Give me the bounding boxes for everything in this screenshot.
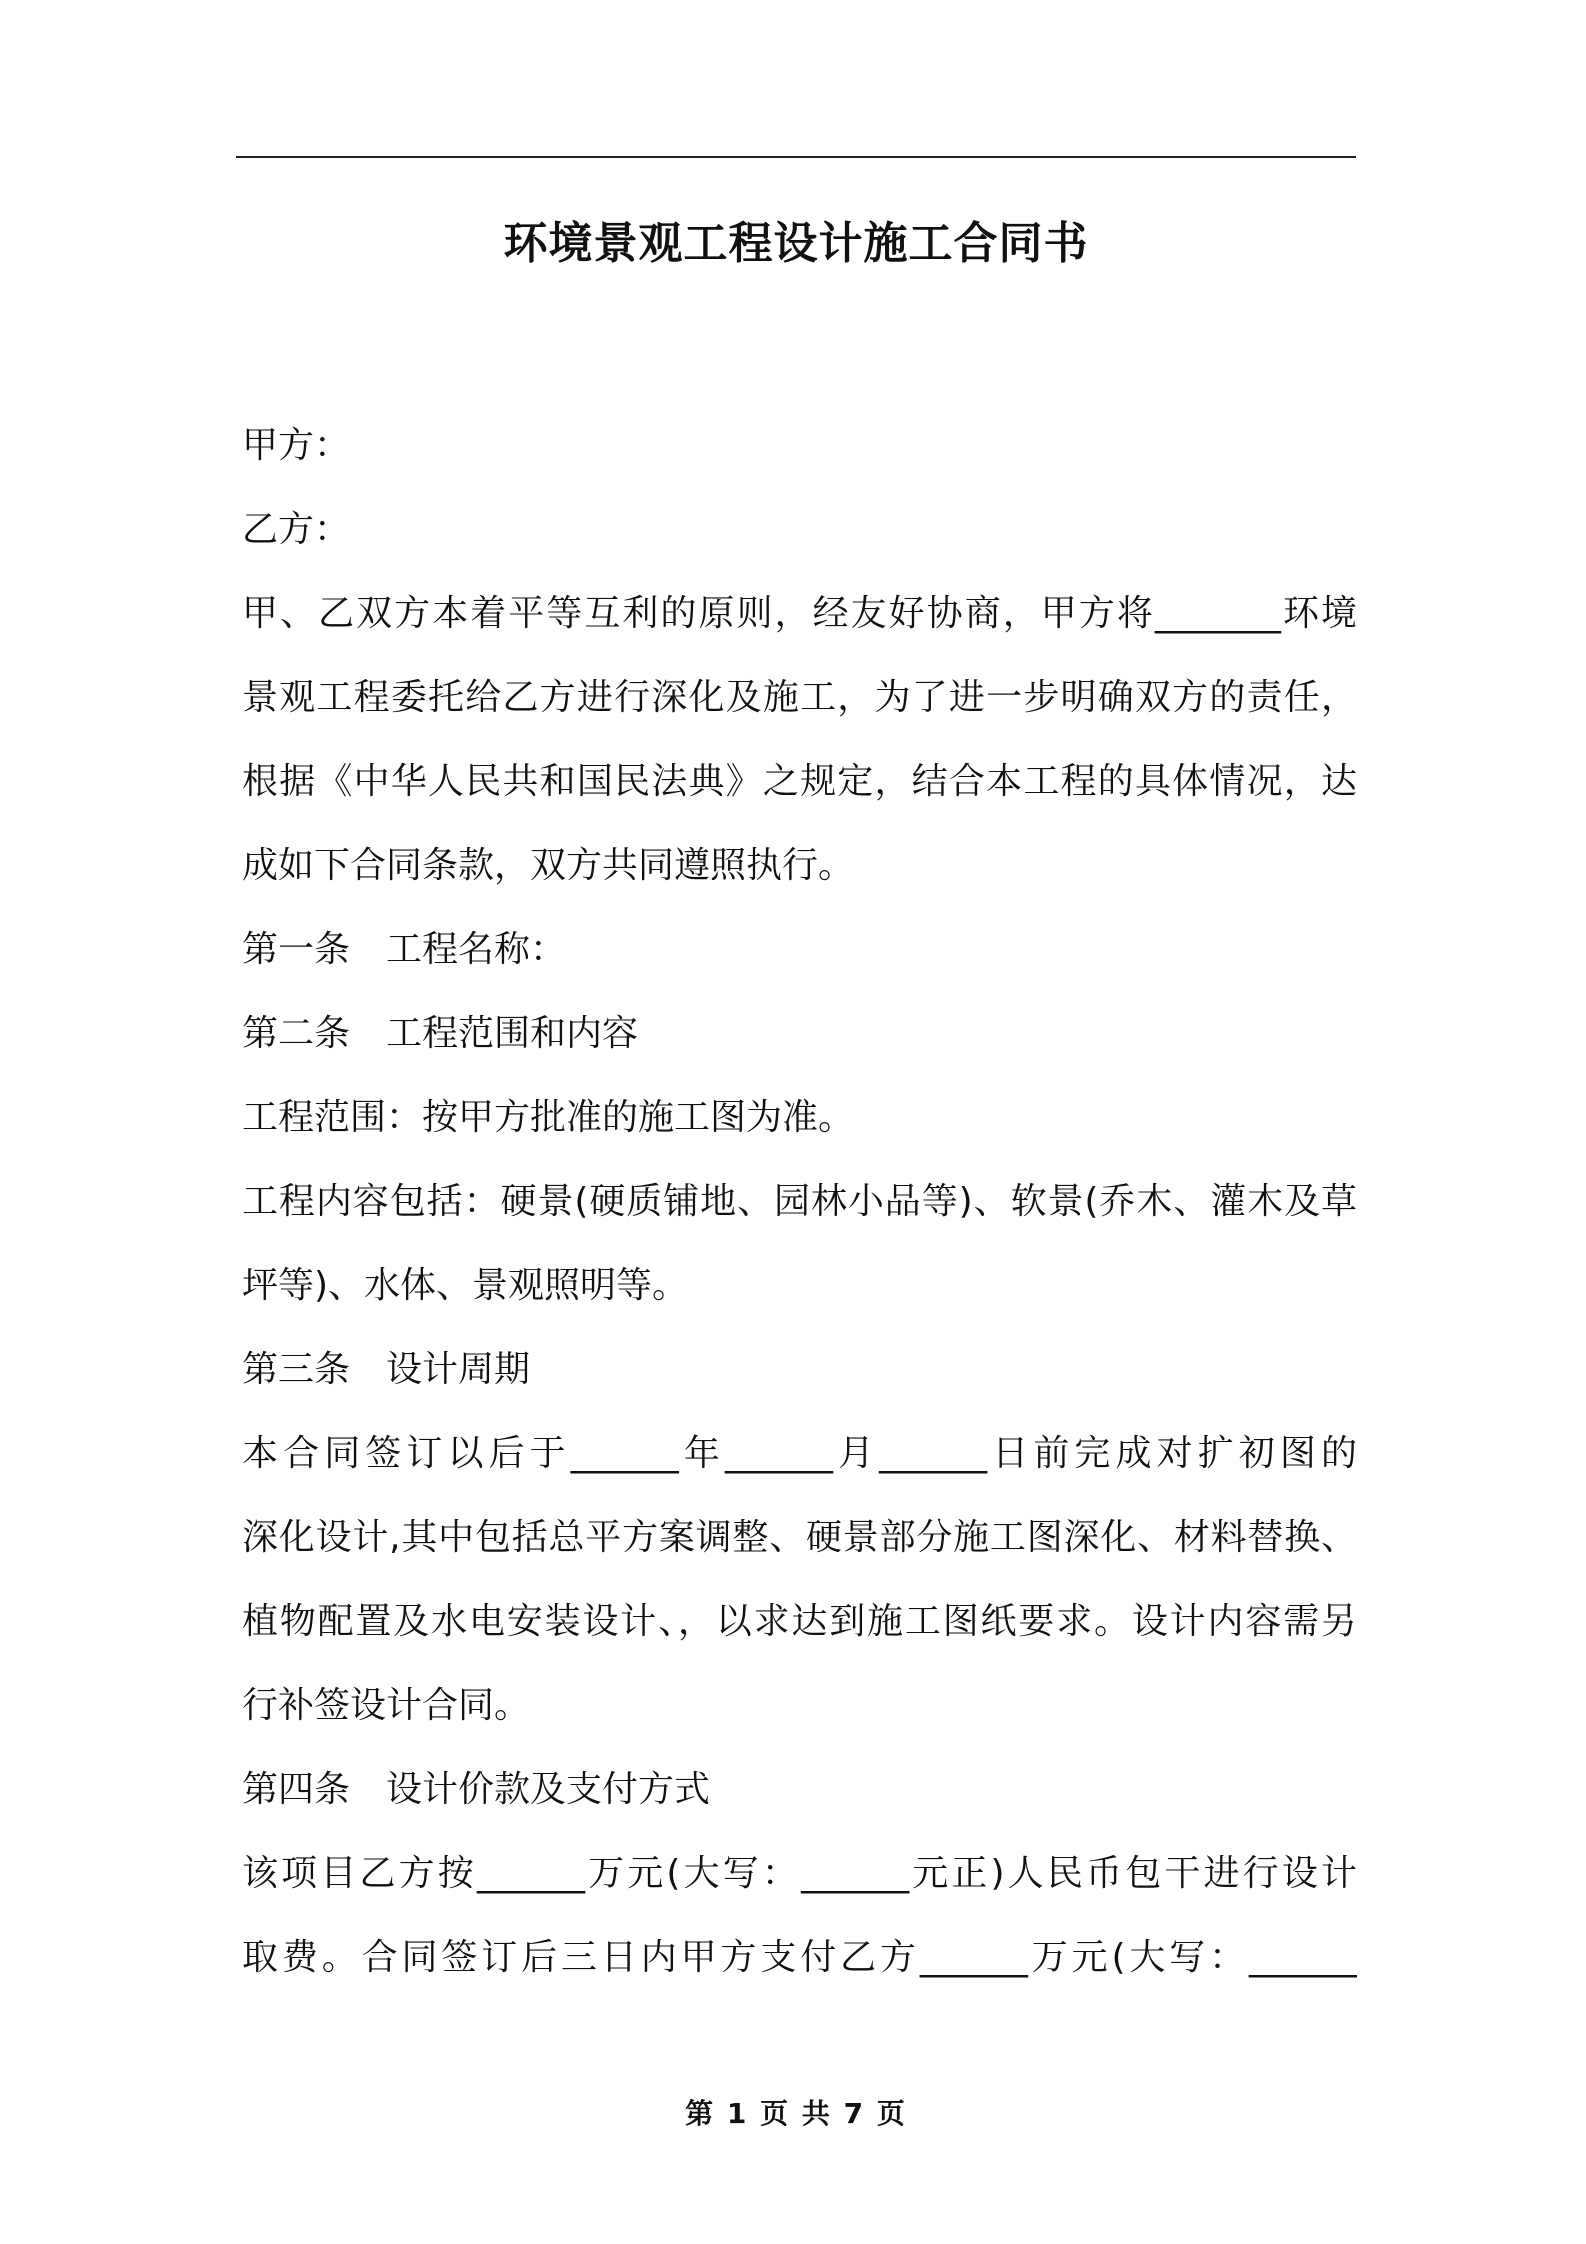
paragraph-line: 本合同签订以后于______年______月______日前完成对扩初图的	[242, 1433, 1357, 1474]
paragraph-line: 该项目乙方按______万元(大写：______元正)人民币包干进行设计	[242, 1853, 1357, 1894]
paragraph-line: 工程范围：按甲方批准的施工图为准。	[242, 1097, 855, 1138]
page-number-footer: 第 1 页 共 7 页	[685, 2097, 907, 2130]
paragraph-line: 植物配置及水电安装设计、，以求达到施工图纸要求。设计内容需另	[242, 1601, 1357, 1642]
paragraph-line: 取费。合同签订后三日内甲方支付乙方______万元(大写：______	[242, 1937, 1357, 1978]
paragraph-line: 根据《中华人民共和国民法典》之规定，结合本工程的具体情况，达	[242, 761, 1357, 802]
paragraph-line: 景观工程委托给乙方进行深化及施工，为了进一步明确双方的责任，	[242, 677, 1357, 718]
article-heading: 第二条 工程范围和内容	[242, 1013, 639, 1054]
paragraph-line: 成如下合同条款，双方共同遵照执行。	[242, 845, 855, 886]
header-rule	[236, 156, 1356, 158]
paragraph-line: 甲、乙双方本着平等互利的原则，经友好协商，甲方将_______环境	[242, 593, 1357, 634]
paragraph-line: 工程内容包括：硬景(硬质铺地、园林小品等)、软景(乔木、灌木及草	[242, 1181, 1357, 1222]
party-b-line: 乙方：	[242, 509, 351, 550]
document-body	[242, 404, 1357, 2000]
paragraph-line: 深化设计,其中包括总平方案调整、硬景部分施工图深化、材料替换、	[242, 1517, 1357, 1558]
document-title: 环境景观工程设计施工合同书	[503, 218, 1089, 269]
party-a-line: 甲方：	[242, 425, 351, 466]
article-heading: 第一条 工程名称：	[242, 929, 567, 970]
article-heading: 第四条 设计价款及支付方式	[242, 1769, 711, 1810]
paragraph-line: 坪等)、水体、景观照明等。	[242, 1265, 689, 1306]
paragraph-line: 行补签设计合同。	[242, 1685, 531, 1726]
article-heading: 第三条 设计周期	[242, 1349, 531, 1390]
